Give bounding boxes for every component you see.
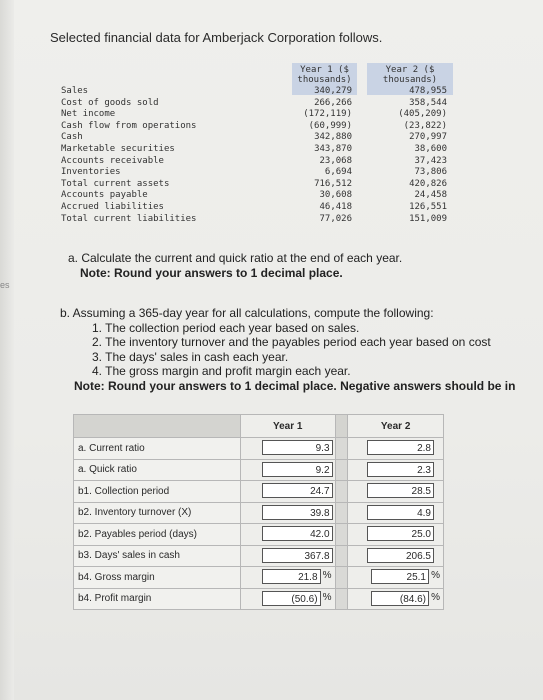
gap-cell [335, 502, 348, 524]
financial-row-year2-value: 151,009 [409, 213, 447, 224]
year1-answer-input[interactable]: 367.8 [262, 548, 333, 563]
answer-row-label: a. Current ratio [74, 438, 241, 460]
gap-cell [335, 481, 348, 503]
gap-cell [335, 567, 348, 589]
financial-row-year2-value: 270,997 [409, 132, 447, 143]
year2-answer-input[interactable]: 4.9 [367, 505, 434, 520]
financial-row-label: Cash flow from operations [61, 120, 197, 131]
financial-row-year2-value: 38,600 [414, 143, 447, 154]
year2-answer-cell [348, 524, 444, 546]
part-b-item: 4. The gross margin and profit margin each year. [92, 364, 351, 378]
financial-row-year2-value: 126,551 [409, 201, 447, 212]
financial-row-year1-value: 46,418 [319, 201, 352, 212]
financial-row-year1-value: 342,880 [314, 132, 352, 143]
year1-answer-cell [240, 545, 335, 567]
year2-answer-input[interactable]: 2.8 [367, 440, 434, 455]
answer-row-label: b4. Gross margin [74, 567, 241, 589]
financial-row-label: Cost of goods sold [61, 97, 159, 108]
financial-row-year2-value: (23,822) [403, 120, 447, 131]
year2-answer-cell [348, 438, 444, 460]
financial-row-year1-value: 23,068 [319, 155, 352, 166]
financial-row-year2-value: (405,209) [398, 109, 447, 120]
answer-row-label: b2. Payables period (days) [74, 524, 241, 546]
percent-sign: % [431, 591, 440, 603]
financial-row-label: Inventories [61, 167, 121, 178]
financial-data-row [57, 121, 453, 133]
financial-row-label: Accounts payable [61, 190, 148, 201]
header-blank-cell [74, 415, 241, 438]
financial-data-row [57, 214, 453, 226]
financial-row-label: Marketable securities [61, 143, 175, 154]
answer-row [74, 438, 444, 460]
financial-data-row [57, 179, 453, 191]
year1-answer-cell [240, 459, 335, 481]
year1-answer-cell [240, 567, 335, 589]
part-a-section [68, 251, 402, 281]
gap-cell [335, 524, 348, 546]
gap-cell [335, 459, 348, 481]
gap-cell [335, 545, 348, 567]
financial-data-row [57, 167, 453, 179]
financial-row-year1-value: (172,119) [303, 109, 352, 120]
year2-answer-cell [348, 481, 444, 503]
financial-row-year1-value: 6,694 [324, 167, 352, 178]
answer-col-year1: Year 1 [240, 415, 335, 438]
header-gap-cell [335, 415, 348, 438]
answer-row-label: b3. Days' sales in cash [74, 545, 241, 567]
year2-answer-input[interactable]: 25.0 [367, 526, 434, 541]
year2-answer-cell [348, 545, 444, 567]
year2-answer-input[interactable]: 25.1 [371, 569, 429, 584]
year1-answer-input[interactable]: 21.8 [262, 569, 321, 584]
answer-table [73, 414, 444, 610]
gap-cell [335, 438, 348, 460]
answer-row [74, 567, 444, 589]
financial-row-year1-value: 77,026 [319, 213, 352, 224]
percent-sign: % [322, 570, 332, 581]
financial-row-label: Net income [61, 109, 116, 120]
financial-row-year2-value: 420,826 [409, 178, 447, 189]
year2-header: Year 2 ($ thousands) [367, 63, 453, 95]
part-a-question: a. Calculate the current and quick ratio at the end of each year. [68, 251, 403, 265]
financial-row-label: Accrued liabilities [61, 201, 164, 212]
part-b-item: 1. The collection period each year based on sales. [92, 320, 360, 335]
financial-data-row [57, 202, 453, 214]
answer-row-label: b4. Profit margin [74, 588, 241, 610]
financial-data-row [57, 190, 453, 202]
year2-answer-input[interactable]: 206.5 [367, 548, 434, 563]
year1-answer-cell [240, 481, 335, 503]
year2-answer-cell [348, 588, 444, 610]
financial-row-label: Total current liabilities [61, 213, 197, 224]
year1-answer-input[interactable]: 24.7 [262, 483, 333, 498]
financial-data-row [57, 98, 453, 110]
year2-answer-cell [348, 459, 444, 481]
answer-row [74, 588, 444, 610]
year1-answer-cell [240, 588, 335, 610]
gap-cell [335, 588, 348, 610]
year1-answer-cell [240, 502, 335, 524]
year1-answer-input[interactable]: 42.0 [262, 526, 333, 541]
financial-row-label: Sales [61, 86, 89, 96]
part-b-item: 3. The days' sales in cash each year. [92, 349, 289, 364]
financial-row-year2-value: 24,458 [414, 190, 447, 201]
page-left-edge [0, 0, 14, 700]
percent-sign: % [322, 591, 332, 603]
part-b-note: Note: Round your answers to 1 decimal place. Negative answers should be in [74, 378, 516, 393]
financial-row-year1-value: 716,512 [314, 178, 352, 189]
answer-row-label: a. Quick ratio [74, 459, 241, 481]
financial-row-year2-value: 358,544 [409, 97, 447, 108]
financial-data-row [57, 109, 453, 121]
part-a-note: Note: Round your answers to 1 decimal place. [80, 266, 343, 280]
financial-data-row [57, 156, 453, 168]
year1-answer-cell [240, 524, 335, 546]
answer-row-label: b2. Inventory turnover (X) [74, 502, 241, 524]
financial-data-row [57, 86, 453, 98]
financial-data-row [57, 144, 453, 156]
answer-row [74, 545, 444, 567]
year1-header: Year 1 ($ thousands) [292, 63, 357, 95]
financial-row-year1-value: 343,870 [314, 143, 352, 154]
financial-row-year1-value: 266,266 [314, 97, 352, 108]
financial-row-year1-value: 340,279 [314, 86, 352, 96]
financial-row-year1-value: 30,608 [319, 190, 352, 201]
year2-answer-input[interactable]: 28.5 [367, 483, 434, 498]
answer-row [74, 481, 444, 503]
financial-row-label: Total current assets [61, 178, 170, 189]
financial-row-year1-value: (60,999) [308, 120, 352, 131]
part-b-item: 2. The inventory turnover and the payables period each year based on cost [92, 335, 491, 349]
financial-row-year2-value: 73,806 [414, 167, 447, 178]
year1-answer-input[interactable]: 9.3 [262, 440, 333, 455]
year2-answer-cell [348, 567, 444, 589]
financial-row-year2-value: 37,423 [414, 155, 447, 166]
answer-table-header [74, 415, 444, 438]
part-b-question: b. Assuming a 365-day year for all calculations, compute the following: [60, 306, 434, 320]
year1-answer-input[interactable]: 9.2 [262, 462, 333, 477]
year1-answer-input[interactable]: 39.8 [262, 505, 333, 520]
year2-answer-input[interactable]: (84.6) [371, 591, 429, 606]
financial-data-rows [57, 86, 453, 225]
year2-answer-input[interactable]: 2.3 [367, 462, 434, 477]
year1-answer-cell [240, 438, 335, 460]
answer-col-year2: Year 2 [348, 415, 444, 438]
answer-row [74, 459, 444, 481]
answer-row [74, 502, 444, 524]
year1-answer-input[interactable]: (50.6) [262, 591, 321, 606]
intro-text: Selected financial data for Amberjack Corporation follows. [50, 30, 383, 45]
answer-row-label: b1. Collection period [74, 481, 241, 503]
answer-row [74, 524, 444, 546]
percent-sign: % [431, 570, 440, 581]
financial-row-label: Accounts receivable [61, 155, 164, 166]
edge-mark-text: es [0, 280, 10, 290]
part-b-section [60, 306, 515, 393]
financial-data-row [57, 132, 453, 144]
financial-row-year2-value: 478,955 [409, 86, 447, 96]
financial-row-label: Cash [61, 132, 83, 143]
year2-answer-cell [348, 502, 444, 524]
